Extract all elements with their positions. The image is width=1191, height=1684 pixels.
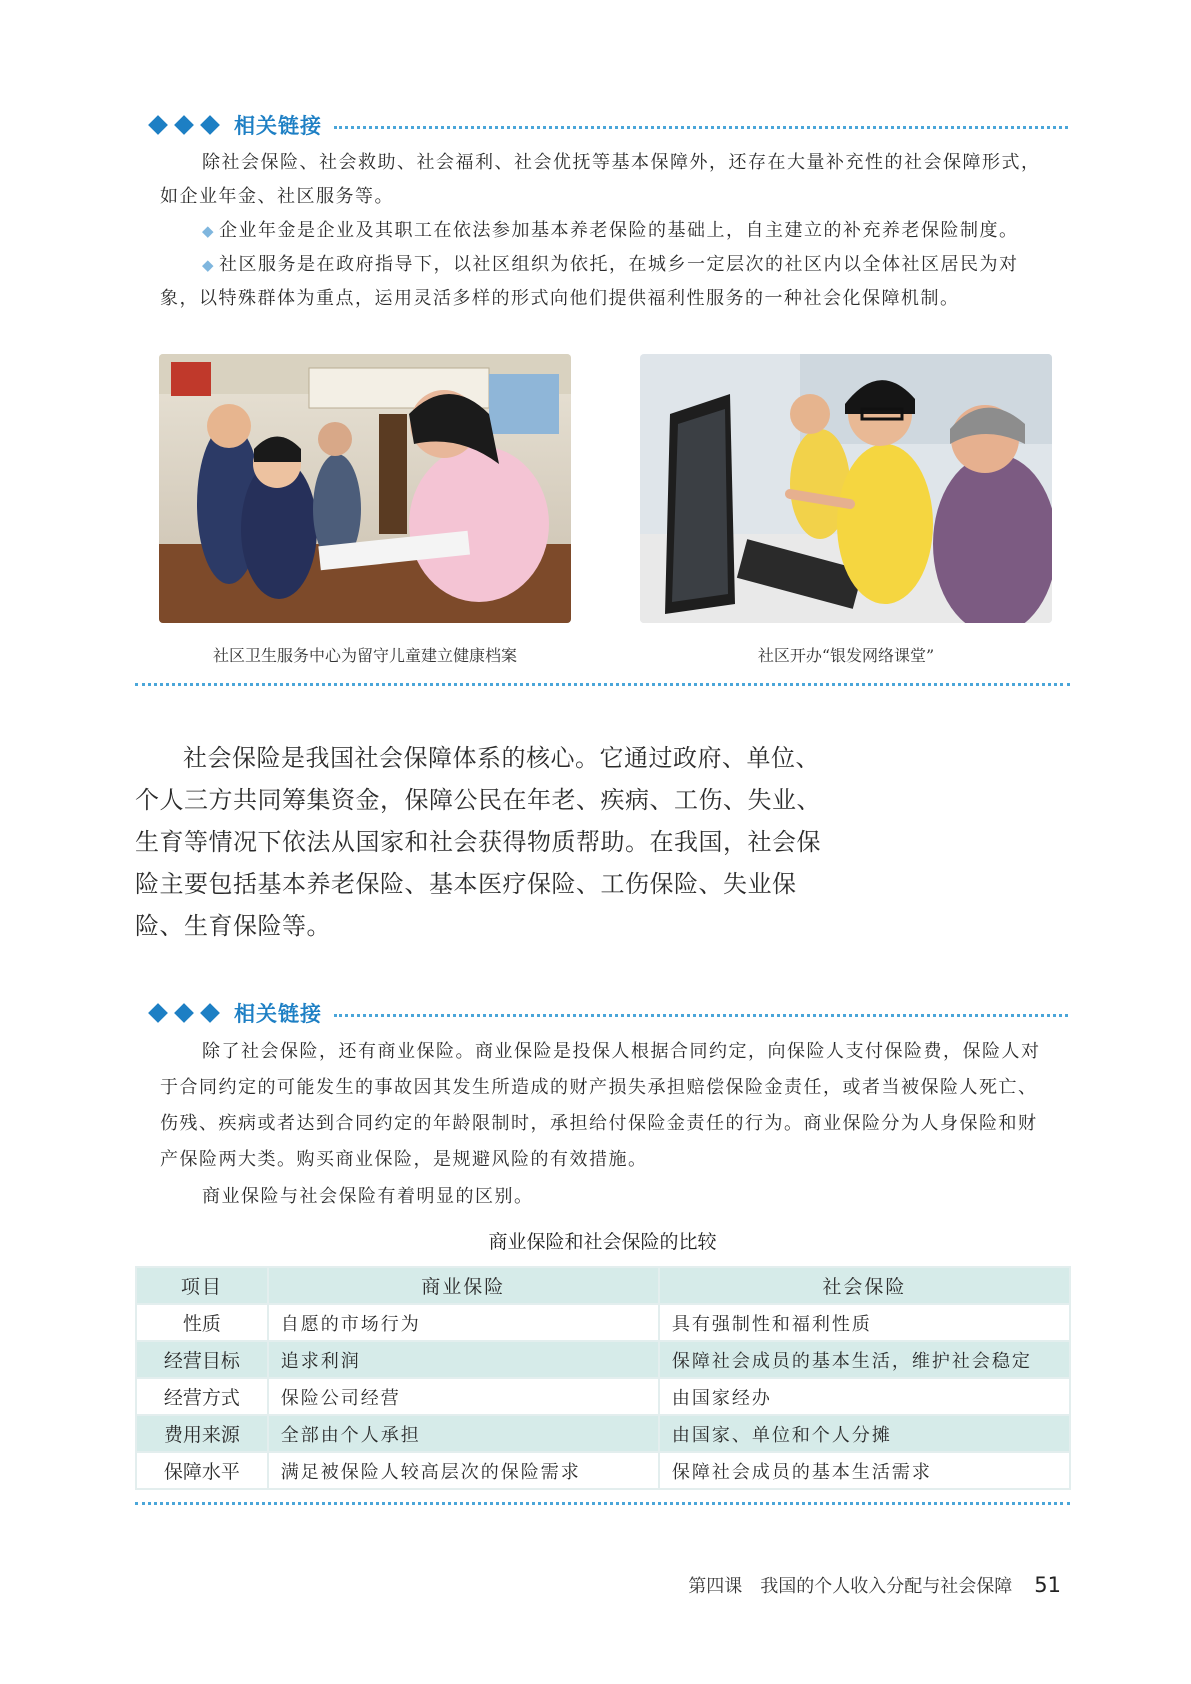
dotted-divider — [135, 683, 1070, 686]
table-cell: 由国家、单位和个人分摊 — [659, 1415, 1070, 1452]
row-label: 保障水平 — [136, 1452, 268, 1489]
dotted-rule — [334, 126, 1068, 129]
row-label: 经营方式 — [136, 1378, 268, 1415]
link2-paragraph: 除了社会保险，还有商业保险。商业保险是投保人根据合同约定，向保险人支付保险费，保险人对于合同约定的可能发生的事故因其发生所造成的财产损失承担赔偿保险金责任，或者当被保险人死亡、伤残、疾病或者达到合同约定的年龄限制时，承担给付保险金责任的行为。商业保险分为人身保险和财产保险两大类。购买商业保险，是规避风险的有效措施。 — [160, 1041, 1041, 1170]
related-link-title: 相关链接 — [234, 114, 322, 138]
diamond-icon — [148, 115, 168, 135]
table-row — [136, 1452, 1070, 1489]
diamond-icon — [174, 115, 194, 135]
table-cell: 全部由个人承担 — [268, 1415, 659, 1452]
table-cell: 自愿的市场行为 — [268, 1304, 659, 1341]
table-cell: 具有强制性和福利性质 — [659, 1304, 1070, 1341]
table-cell: 保障社会成员的基本生活，维护社会稳定 — [659, 1341, 1070, 1378]
bullet-diamond-icon: ◆ — [202, 222, 216, 240]
table-header-cell: 社会保险 — [659, 1267, 1070, 1304]
table-cell: 满足被保险人较高层次的保险需求 — [268, 1452, 659, 1489]
link2-paragraph-2: 商业保险与社会保险有着明显的区别。 — [202, 1186, 534, 1207]
table-cell: 保险公司经营 — [268, 1378, 659, 1415]
photo1-caption: 社区卫生服务中心为留守儿童建立健康档案 — [212, 646, 517, 665]
table-cell: 保障社会成员的基本生活需求 — [659, 1452, 1070, 1489]
main-paragraph: 社会保险是我国社会保障体系的核心。它通过政府、单位、个人三方共同筹集资金，保障公民在年老、疾病、工伤、失业、生育等情况下依法从国家和社会获得物质帮助。在我国，社会保险主要包括基本养老保险、基本医疗保险、工伤保险、失业保险、生育保险等。 — [135, 744, 821, 940]
table-row — [136, 1341, 1070, 1378]
table-title: 商业保险和社会保险的比较 — [488, 1231, 717, 1253]
diamond-icon — [200, 1003, 220, 1023]
row-label: 费用来源 — [136, 1415, 268, 1452]
table-row — [136, 1378, 1070, 1415]
table-row — [136, 1415, 1070, 1452]
table-header-cell: 商业保险 — [268, 1267, 659, 1304]
bullet-diamond-icon: ◆ — [202, 256, 216, 274]
diamond-icon — [200, 115, 220, 135]
link1-bullet-1 — [160, 214, 1055, 248]
diamond-icons — [148, 1006, 220, 1020]
photo-health-records — [159, 354, 571, 623]
table-header-row — [136, 1267, 1070, 1304]
dotted-divider — [135, 1502, 1070, 1505]
page-footer — [688, 1572, 1061, 1598]
table-row — [136, 1304, 1070, 1341]
bullet-text: 社区服务是在政府指导下，以社区组织为依托，在城乡一定层次的社区内以全体社区居民为对象，以特殊群体为重点，运用灵活多样的形式向他们提供福利性服务的一种社会化保障机制。 — [160, 254, 1019, 309]
chapter-title: 第四课 我国的个人收入分配与社会保障 — [688, 1576, 1013, 1597]
page-number: 51 — [1034, 1573, 1061, 1597]
related-link-title: 相关链接 — [234, 1002, 322, 1026]
table-cell: 由国家经办 — [659, 1378, 1070, 1415]
row-label: 经营目标 — [136, 1341, 268, 1378]
photo-silver-web-class — [640, 354, 1052, 623]
comparison-table — [135, 1266, 1071, 1490]
diamond-icon — [148, 1003, 168, 1023]
link1-bullet-2 — [160, 248, 1055, 316]
row-label: 性质 — [136, 1304, 268, 1341]
bullet-text: 企业年金是企业及其职工在依法参加基本养老保险的基础上，自主建立的补充养老保险制度。 — [219, 220, 1019, 241]
link1-paragraph: 除社会保险、社会救助、社会福利、社会优抚等基本保障外，还存在大量补充性的社会保障形式，如企业年金、社区服务等。 — [160, 152, 1041, 207]
dotted-rule — [334, 1014, 1068, 1017]
diamond-icons — [148, 118, 220, 132]
diamond-icon — [174, 1003, 194, 1023]
related-link-header-1 — [148, 110, 1068, 140]
table-header-cell: 项目 — [136, 1267, 268, 1304]
table-cell: 追求利润 — [268, 1341, 659, 1378]
photo2-caption: 社区开办“银发网络课堂” — [757, 646, 935, 665]
related-link-header-2 — [148, 998, 1068, 1028]
